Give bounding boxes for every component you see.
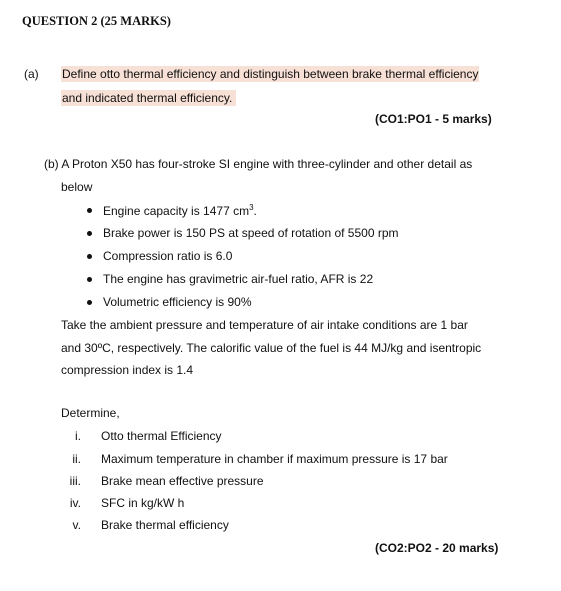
part-b-marks: (CO2:PO2 - 20 marks) xyxy=(375,541,499,555)
part-b-intro-line-1: (b) A Proton X50 has four-stroke SI engine with three-cylinder and other detail as xyxy=(44,157,473,171)
item-otto-efficiency: Otto thermal Efficiency xyxy=(101,429,222,443)
bullet-item-compression-ratio: Compression ratio is 6.0 xyxy=(103,249,233,263)
item-bmep: Brake mean effective pressure xyxy=(101,474,264,488)
bullet-item-volumetric-efficiency: Volumetric efficiency is 90% xyxy=(103,295,252,309)
part-a-line-2: and indicated thermal efficiency. xyxy=(61,90,236,106)
conditions-line-1: Take the ambient pressure and temperature of air intake conditions are 1 bar xyxy=(61,318,468,332)
question-heading: QUESTION 2 (25 MARKS) xyxy=(22,14,171,28)
bullet-dot xyxy=(87,208,92,213)
item-brake-thermal-efficiency: Brake thermal efficiency xyxy=(101,518,229,532)
part-a-line-1: Define otto thermal efficiency and distinguish between brake thermal efficiency xyxy=(62,67,479,81)
conditions-line-2: and 30ºC, respectively. The calorific value of the fuel is 44 MJ/kg and isentropic xyxy=(61,341,482,355)
bullet-item-brake-power: Brake power is 150 PS at speed of rotation of 5500 rpm xyxy=(103,226,399,240)
bullet-dot xyxy=(87,277,92,282)
item-number: iv. xyxy=(69,496,81,510)
item-number: i. xyxy=(75,429,81,443)
bullet-item-engine-capacity: Engine capacity is 1477 $cm^3$. xyxy=(103,203,257,218)
determine-label: Determine, xyxy=(61,406,120,420)
bullet-item-afr: The engine has gravimetric air-fuel ratio, AFR is 22 xyxy=(103,272,374,286)
item-number: ii. xyxy=(72,452,81,466)
item-max-temperature: Maximum temperature in chamber if maximum pressure is 17 bar xyxy=(101,452,448,466)
conditions-line-3: compression index is 1.4 xyxy=(61,363,194,377)
bullet-dot xyxy=(87,300,92,305)
bullet-dot xyxy=(87,254,92,259)
part-a-label: (a) xyxy=(24,67,39,81)
part-a-marks: (CO1:PO1 - 5 marks) xyxy=(375,112,492,126)
item-number: iii. xyxy=(69,474,81,488)
part-b-intro-line-2: below xyxy=(61,180,93,194)
item-number: v. xyxy=(72,518,81,532)
item-sfc: SFC in kg/kW h xyxy=(101,496,185,510)
bullet-dot xyxy=(87,231,92,236)
